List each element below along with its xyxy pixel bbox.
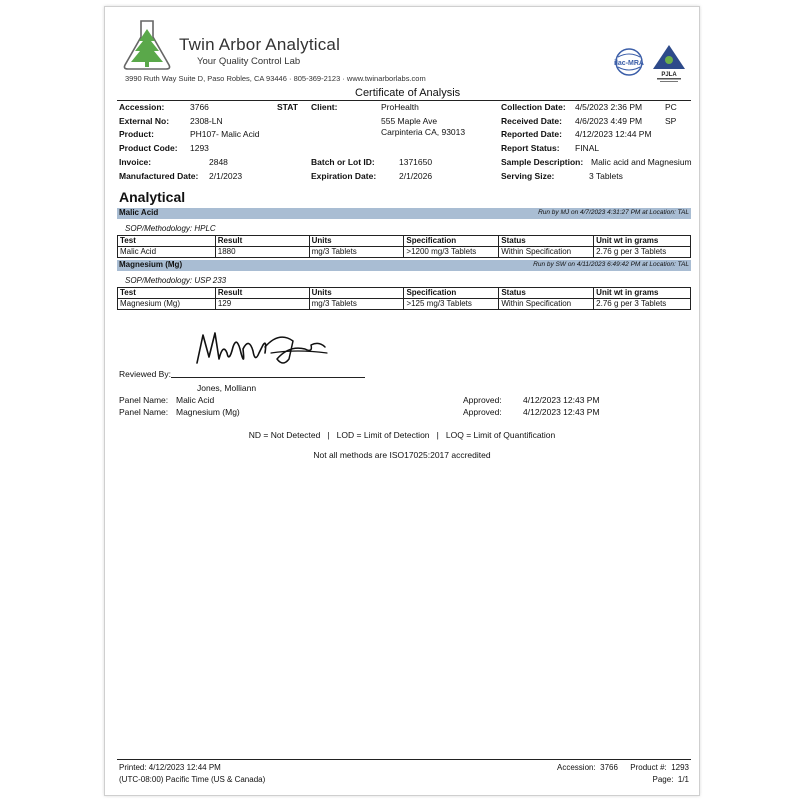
- section-band-magnesium: [117, 260, 691, 271]
- abbreviation-legend: ND = Not Detected | LOD = Limit of Detection | LOQ = Limit of Quantification: [248, 430, 556, 440]
- client-name: ProHealth: [381, 102, 419, 112]
- table-row: [118, 247, 691, 258]
- panel-name-label: Panel Name:: [119, 395, 169, 405]
- table-cell: Within Specification: [499, 299, 594, 310]
- sample-description-label: Sample Description:: [501, 157, 584, 167]
- footer-product-number: Product #: 1293: [630, 763, 689, 772]
- received-code: SP: [665, 116, 677, 126]
- reviewed-by-label: Reviewed By:: [119, 369, 171, 379]
- table-cell: >1200 mg/3 Tablets: [404, 247, 499, 258]
- product-code-label: Product Code:: [119, 143, 178, 153]
- sop-methodology: SOP/Methodology: HPLC: [125, 224, 216, 233]
- section-name: Malic Acid: [119, 208, 159, 217]
- report-status-label: Report Status:: [501, 143, 560, 153]
- invoice-value: 2848: [209, 157, 228, 167]
- product-code-value: 1293: [190, 143, 209, 153]
- footer-accession: Accession: 3766: [557, 763, 618, 772]
- table-cell: mg/3 Tablets: [309, 247, 404, 258]
- external-no-label: External No:: [119, 116, 170, 126]
- col-header: Result: [215, 288, 309, 299]
- iso-note: Not all methods are ISO17025:2017 accredited: [313, 450, 491, 460]
- reported-date-value: 4/12/2023 12:44 PM: [575, 129, 652, 139]
- received-date-value: 4/6/2023 4:49 PM: [575, 116, 643, 126]
- table-cell: 1880: [215, 247, 309, 258]
- approved-label: Approved:: [463, 407, 502, 417]
- approved-value: 4/12/2023 12:43 PM: [523, 407, 600, 417]
- certificate-page: [104, 6, 700, 796]
- table-cell: 129: [215, 299, 309, 310]
- ilac-logo-text: ilac-MRA: [614, 60, 644, 67]
- printed-date: Printed: 4/12/2023 12:44 PM: [119, 763, 221, 772]
- panel-name-value: Malic Acid: [176, 395, 215, 405]
- lab-tagline: Your Quality Control Lab: [197, 56, 301, 67]
- table-cell: >125 mg/3 Tablets: [404, 299, 499, 310]
- table-row: [118, 299, 691, 310]
- sample-description-value: Malic acid and Magnesium: [591, 157, 692, 167]
- col-header: Specification: [404, 288, 499, 299]
- pjla-logo-text: PJLA: [661, 72, 677, 78]
- expiration-date-label: Expiration Date:: [311, 171, 377, 181]
- lab-name: Twin Arbor Analytical: [179, 35, 341, 54]
- table-cell: mg/3 Tablets: [309, 299, 404, 310]
- client-city: Carpinteria CA, 93013: [381, 127, 466, 137]
- manufactured-date-value: 2/1/2023: [209, 171, 243, 181]
- col-header: Test: [118, 236, 216, 247]
- section-band-malic-acid: [117, 208, 691, 219]
- table-cell: Within Specification: [499, 247, 594, 258]
- section-name: Magnesium (Mg): [119, 260, 183, 269]
- accession-value: 3766: [190, 102, 209, 112]
- table-cell: 2.76 g per 3 Tablets: [594, 247, 691, 258]
- collection-date-label: Collection Date:: [501, 102, 566, 112]
- approved-value: 4/12/2023 12:43 PM: [523, 395, 600, 405]
- col-header: Units: [309, 236, 404, 247]
- accession-label: Accession:: [119, 102, 165, 112]
- approved-label: Approved:: [463, 395, 502, 405]
- ilac-mra-logo-icon: [611, 47, 647, 77]
- reported-date-label: Reported Date:: [501, 129, 562, 139]
- run-info: Run by SW on 4/11/2023 6:49:42 PM at Location: TAL: [533, 261, 689, 268]
- footer-divider: [117, 759, 691, 760]
- col-header: Units: [309, 288, 404, 299]
- serving-size-label: Serving Size:: [501, 171, 555, 181]
- received-date-label: Received Date:: [501, 116, 562, 126]
- batch-value: 1371650: [399, 157, 433, 167]
- batch-label: Batch or Lot ID:: [311, 157, 375, 167]
- run-info: Run by MJ on 4/7/2023 4:31:27 PM at Location: TAL: [538, 209, 689, 216]
- client-street: 555 Maple Ave: [381, 116, 438, 126]
- lab-logo-icon: [119, 19, 175, 71]
- analytical-heading: Analytical: [119, 189, 186, 205]
- collection-date-value: 4/5/2023 2:36 PM: [575, 102, 643, 112]
- reviewer-signature-icon: [193, 323, 333, 371]
- timezone: (UTC-08:00) Pacific Time (US & Canada): [119, 775, 266, 784]
- col-header: Result: [215, 236, 309, 247]
- signature-line: [171, 377, 365, 378]
- client-label: Client:: [311, 102, 338, 112]
- report-status-value: FINAL: [575, 143, 600, 153]
- col-header: Status: [499, 236, 594, 247]
- col-header: Test: [118, 288, 216, 299]
- lab-address: 3990 Ruth Way Suite D, Paso Robles, CA 93446 · 805-369-2123 · www.twinarborlabs.com: [125, 74, 426, 83]
- external-no-value: 2308-LN: [190, 116, 223, 126]
- col-header: Status: [499, 288, 594, 299]
- col-header: Unit wt in grams: [594, 236, 691, 247]
- invoice-label: Invoice:: [119, 157, 152, 167]
- document-title: Certificate of Analysis: [355, 87, 461, 99]
- title-divider: [117, 100, 691, 101]
- stat-flag: STAT: [277, 102, 298, 112]
- panel-name-value: Magnesium (Mg): [176, 407, 240, 417]
- col-header: Unit wt in grams: [594, 288, 691, 299]
- col-header: Specification: [404, 236, 499, 247]
- product-value: PH107- Malic Acid: [190, 129, 260, 139]
- table-cell: Magnesium (Mg): [118, 299, 216, 310]
- panel-name-label: Panel Name:: [119, 407, 169, 417]
- serving-size-value: 3 Tablets: [589, 171, 623, 181]
- expiration-date-value: 2/1/2026: [399, 171, 433, 181]
- results-table-malic-acid: [117, 235, 691, 258]
- table-header-row: [118, 288, 691, 299]
- sop-methodology: SOP/Methodology: USP 233: [125, 276, 227, 285]
- collection-code: PC: [665, 102, 677, 112]
- product-label: Product:: [119, 129, 154, 139]
- table-header-row: [118, 236, 691, 247]
- manufactured-date-label: Manufactured Date:: [119, 171, 199, 181]
- results-table-magnesium: [117, 287, 691, 310]
- page-number: Page: 1/1: [652, 775, 689, 784]
- reviewer-name: Jones, Molliann: [197, 383, 257, 393]
- pjla-logo-icon: [651, 43, 687, 83]
- table-cell: Malic Acid: [118, 247, 216, 258]
- table-cell: 2.76 g per 3 Tablets: [594, 299, 691, 310]
